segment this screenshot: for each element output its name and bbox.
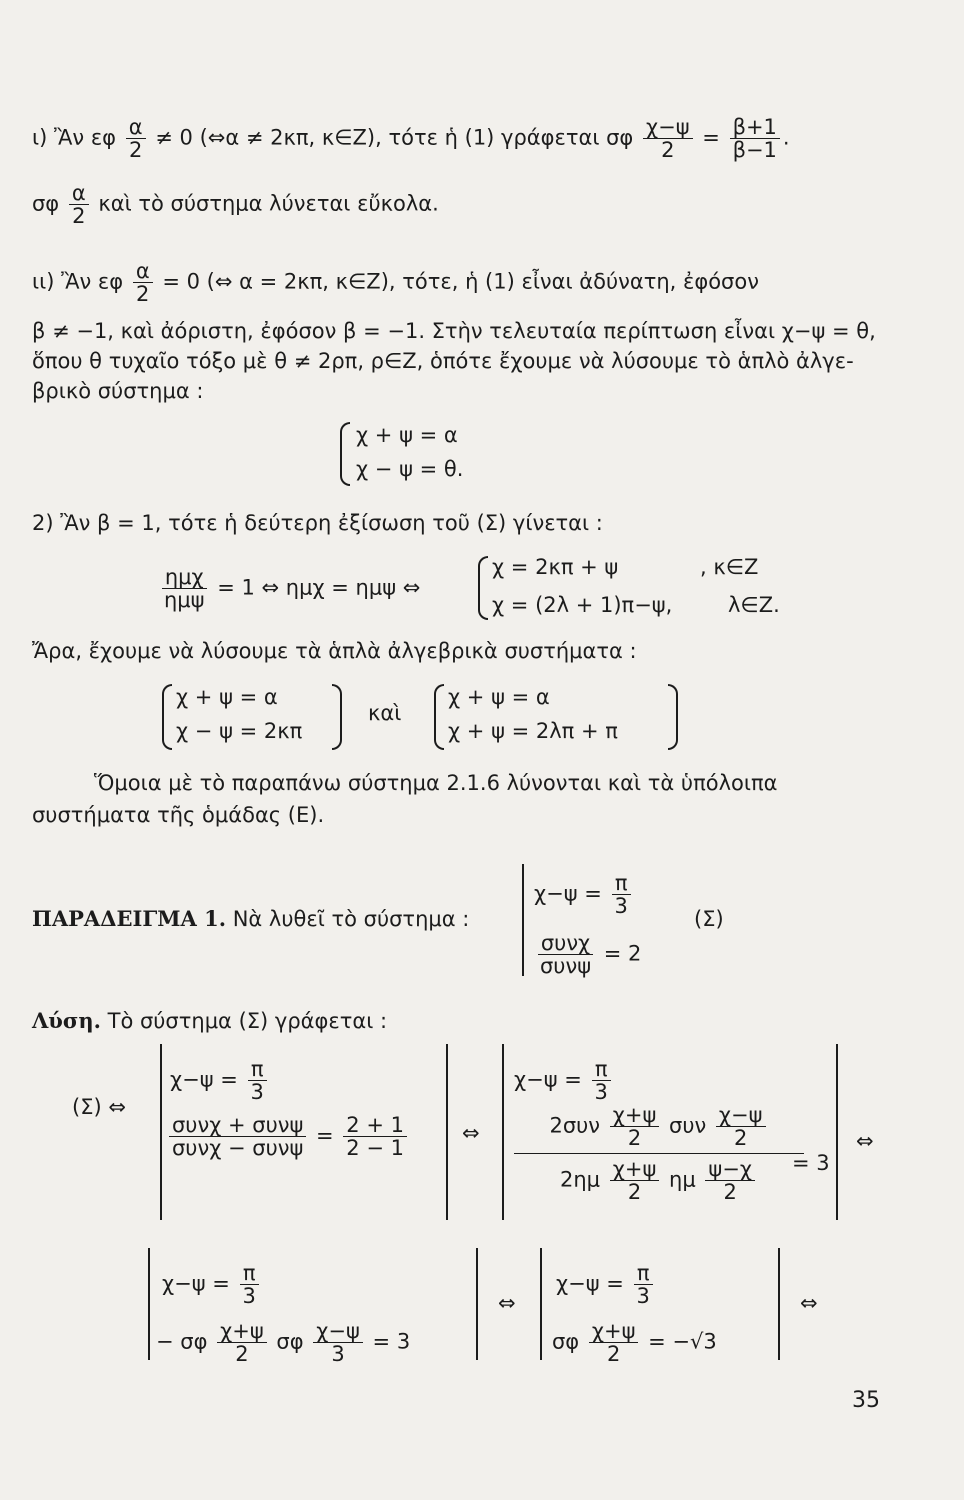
system-bar-right xyxy=(778,1248,780,1360)
system-bar-left xyxy=(540,1248,542,1360)
system-bar xyxy=(522,864,524,976)
system-bar-left xyxy=(502,1044,504,1220)
system-b-eq1: χ + ψ = α xyxy=(448,685,550,709)
case-ii-line3: ὅπου θ τυχαῖο τόξο μὲ θ ≠ 2ρπ, ρ∈Z, ὁπότε ἔχουμε νὰ λύσουμε τὸ ἁπλὸ ἀλγε- xyxy=(32,349,854,373)
solution-row-1-cond: , κ∈Z xyxy=(700,555,759,579)
kai-word: καὶ xyxy=(368,701,402,725)
case-ii-line2: β ≠ −1, καὶ ἀόριστη, ἐφόσον β = −1. Στὴν τελευταία περίπτωση εἶναι χ−ψ = θ, xyxy=(32,319,876,343)
solution-row-2-cond: λ∈Z. xyxy=(728,593,780,617)
solution-row-1: χ = 2κπ + ψ xyxy=(492,555,619,579)
solution-heading: Λύση. Τὸ σύστημα (Σ) γράφεται : xyxy=(32,1008,388,1033)
system-eq2: χ − ψ = θ. xyxy=(356,457,464,481)
right-brace xyxy=(668,684,678,750)
fraction-x-minus-y-over-2: $\frac{\chi-\psi}{2}$ xyxy=(643,116,693,161)
solution-d-eq1: χ−ψ = $\frac{\pi}{3}$ xyxy=(556,1262,656,1307)
case-i-line1: ι) Ἂν εφ $\frac{\alpha}{2}$ ≠ 0 (⇔α ≠ 2κπ, κ∈Z), τότε ἡ (1) γράφεται σφ $\frac{\chi-\psi}{2}$ = $\frac{\beta+1}{\beta-1}$ . xyxy=(32,115,790,162)
left-brace xyxy=(162,684,172,750)
example-heading: ΠΑΡΑΔΕΙΓΜΑ 1. Νὰ λυθεῖ τὸ σύστημα : xyxy=(32,906,470,931)
case-2-line5: συστήματα τῆς ὁμάδας (Ε). xyxy=(32,803,325,827)
left-brace xyxy=(340,422,350,486)
page-number: 35 xyxy=(852,1388,880,1413)
system-b-eq2: χ + ψ = 2λπ + π xyxy=(448,719,618,743)
solution-c-eq2: − σφ $\frac{\chi+\psi}{2}$ σφ $\frac{\chi-\psi}{3}$ = 3 xyxy=(156,1319,411,1366)
arrow-1: ⇔ xyxy=(462,1121,480,1145)
sigma-arrow: (Σ) ⇔ xyxy=(72,1095,126,1119)
left-brace xyxy=(478,556,488,620)
solution-d-eq2: σφ $\frac{\chi+\psi}{2}$ = −√3 xyxy=(552,1319,717,1366)
solution-b-eq1: χ−ψ = $\frac{\pi}{3}$ xyxy=(514,1058,614,1103)
case-2-line4: Ὅμοια μὲ τὸ παραπάνω σύστημα 2.1.6 λύνονται καὶ τὰ ὑπόλοιπα xyxy=(94,771,778,795)
system-eq1: χ + ψ = α xyxy=(356,423,458,447)
system-bar-left xyxy=(148,1248,150,1360)
left-brace xyxy=(434,684,444,750)
system-bar-right xyxy=(446,1044,448,1220)
solution-c-eq1: χ−ψ = $\frac{\pi}{3}$ xyxy=(162,1262,262,1307)
system-bar-right xyxy=(476,1248,478,1360)
example-eq2: $\frac{\text{συνχ}}{\text{συνψ}}$ = 2 xyxy=(534,932,641,977)
solution-eq1: χ−ψ = $\frac{\pi}{3}$ xyxy=(170,1058,270,1103)
system-a-eq1: χ + ψ = α xyxy=(176,685,278,709)
solution-b-eq2-rhs: = 3 xyxy=(792,1151,830,1175)
case-ii-line4: βρικὸ σύστημα : xyxy=(32,379,204,403)
example-tag: (Σ) xyxy=(694,907,724,931)
fraction-beta: $\frac{\beta+1}{\beta-1}$ xyxy=(730,116,780,161)
fraction-alpha-over-2: $\frac{\alpha}{2}$ xyxy=(126,116,146,161)
arrow-2: ⇔ xyxy=(856,1129,874,1153)
case-ii-line1: ιι) Ἂν εφ $\frac{\alpha}{2}$ = 0 (⇔ α = 2κπ, κ∈Z), τότε, ἡ (1) εἶναι ἀδύνατη, ἐφόσον xyxy=(32,259,759,306)
arrow-3: ⇔ xyxy=(498,1291,516,1315)
right-brace xyxy=(332,684,342,750)
example-eq1: χ−ψ = $\frac{\pi}{3}$ xyxy=(534,872,634,917)
case-i-line2: σφ $\frac{\alpha}{2}$ καὶ τὸ σύστημα λύνεται εὔκολα. xyxy=(32,181,439,228)
system-bar-right xyxy=(836,1044,838,1220)
arrow-4: ⇔ xyxy=(800,1291,818,1315)
system-a-eq2: χ − ψ = 2κπ xyxy=(176,719,303,743)
case-2-line3: Ἄρα, ἔχουμε νὰ λύσουμε τὰ ἁπλὰ ἀλγεβρικὰ συστήματα : xyxy=(32,639,637,663)
solution-eq2: $\frac{\text{συνχ + συνψ}}{\text{συνχ − συνψ}}$ = $\frac{2 + 1}{2 - 1}$ xyxy=(166,1114,410,1159)
system-bar-left xyxy=(160,1044,162,1220)
solution-b-eq2: 2συν $\frac{\chi+\psi}{2}$ συν $\frac{\chi-\psi}{2}$ 2ημ $\frac{\chi+\psi}{2}$ ημ $\frac{\psi-\chi}{2}$ xyxy=(514,1104,834,1203)
solution-row-2: χ = (2λ + 1)π−ψ, xyxy=(492,593,673,617)
case-2-equation: $\frac{\text{ημχ}}{\text{ημψ}}$ = 1 ⇔ ημχ = ημψ ⇔ xyxy=(158,566,420,611)
case-2-line1: 2) Ἂν β = 1, τότε ἡ δεύτερη ἐξίσωση τοῦ (Σ) γίνεται : xyxy=(32,511,603,535)
